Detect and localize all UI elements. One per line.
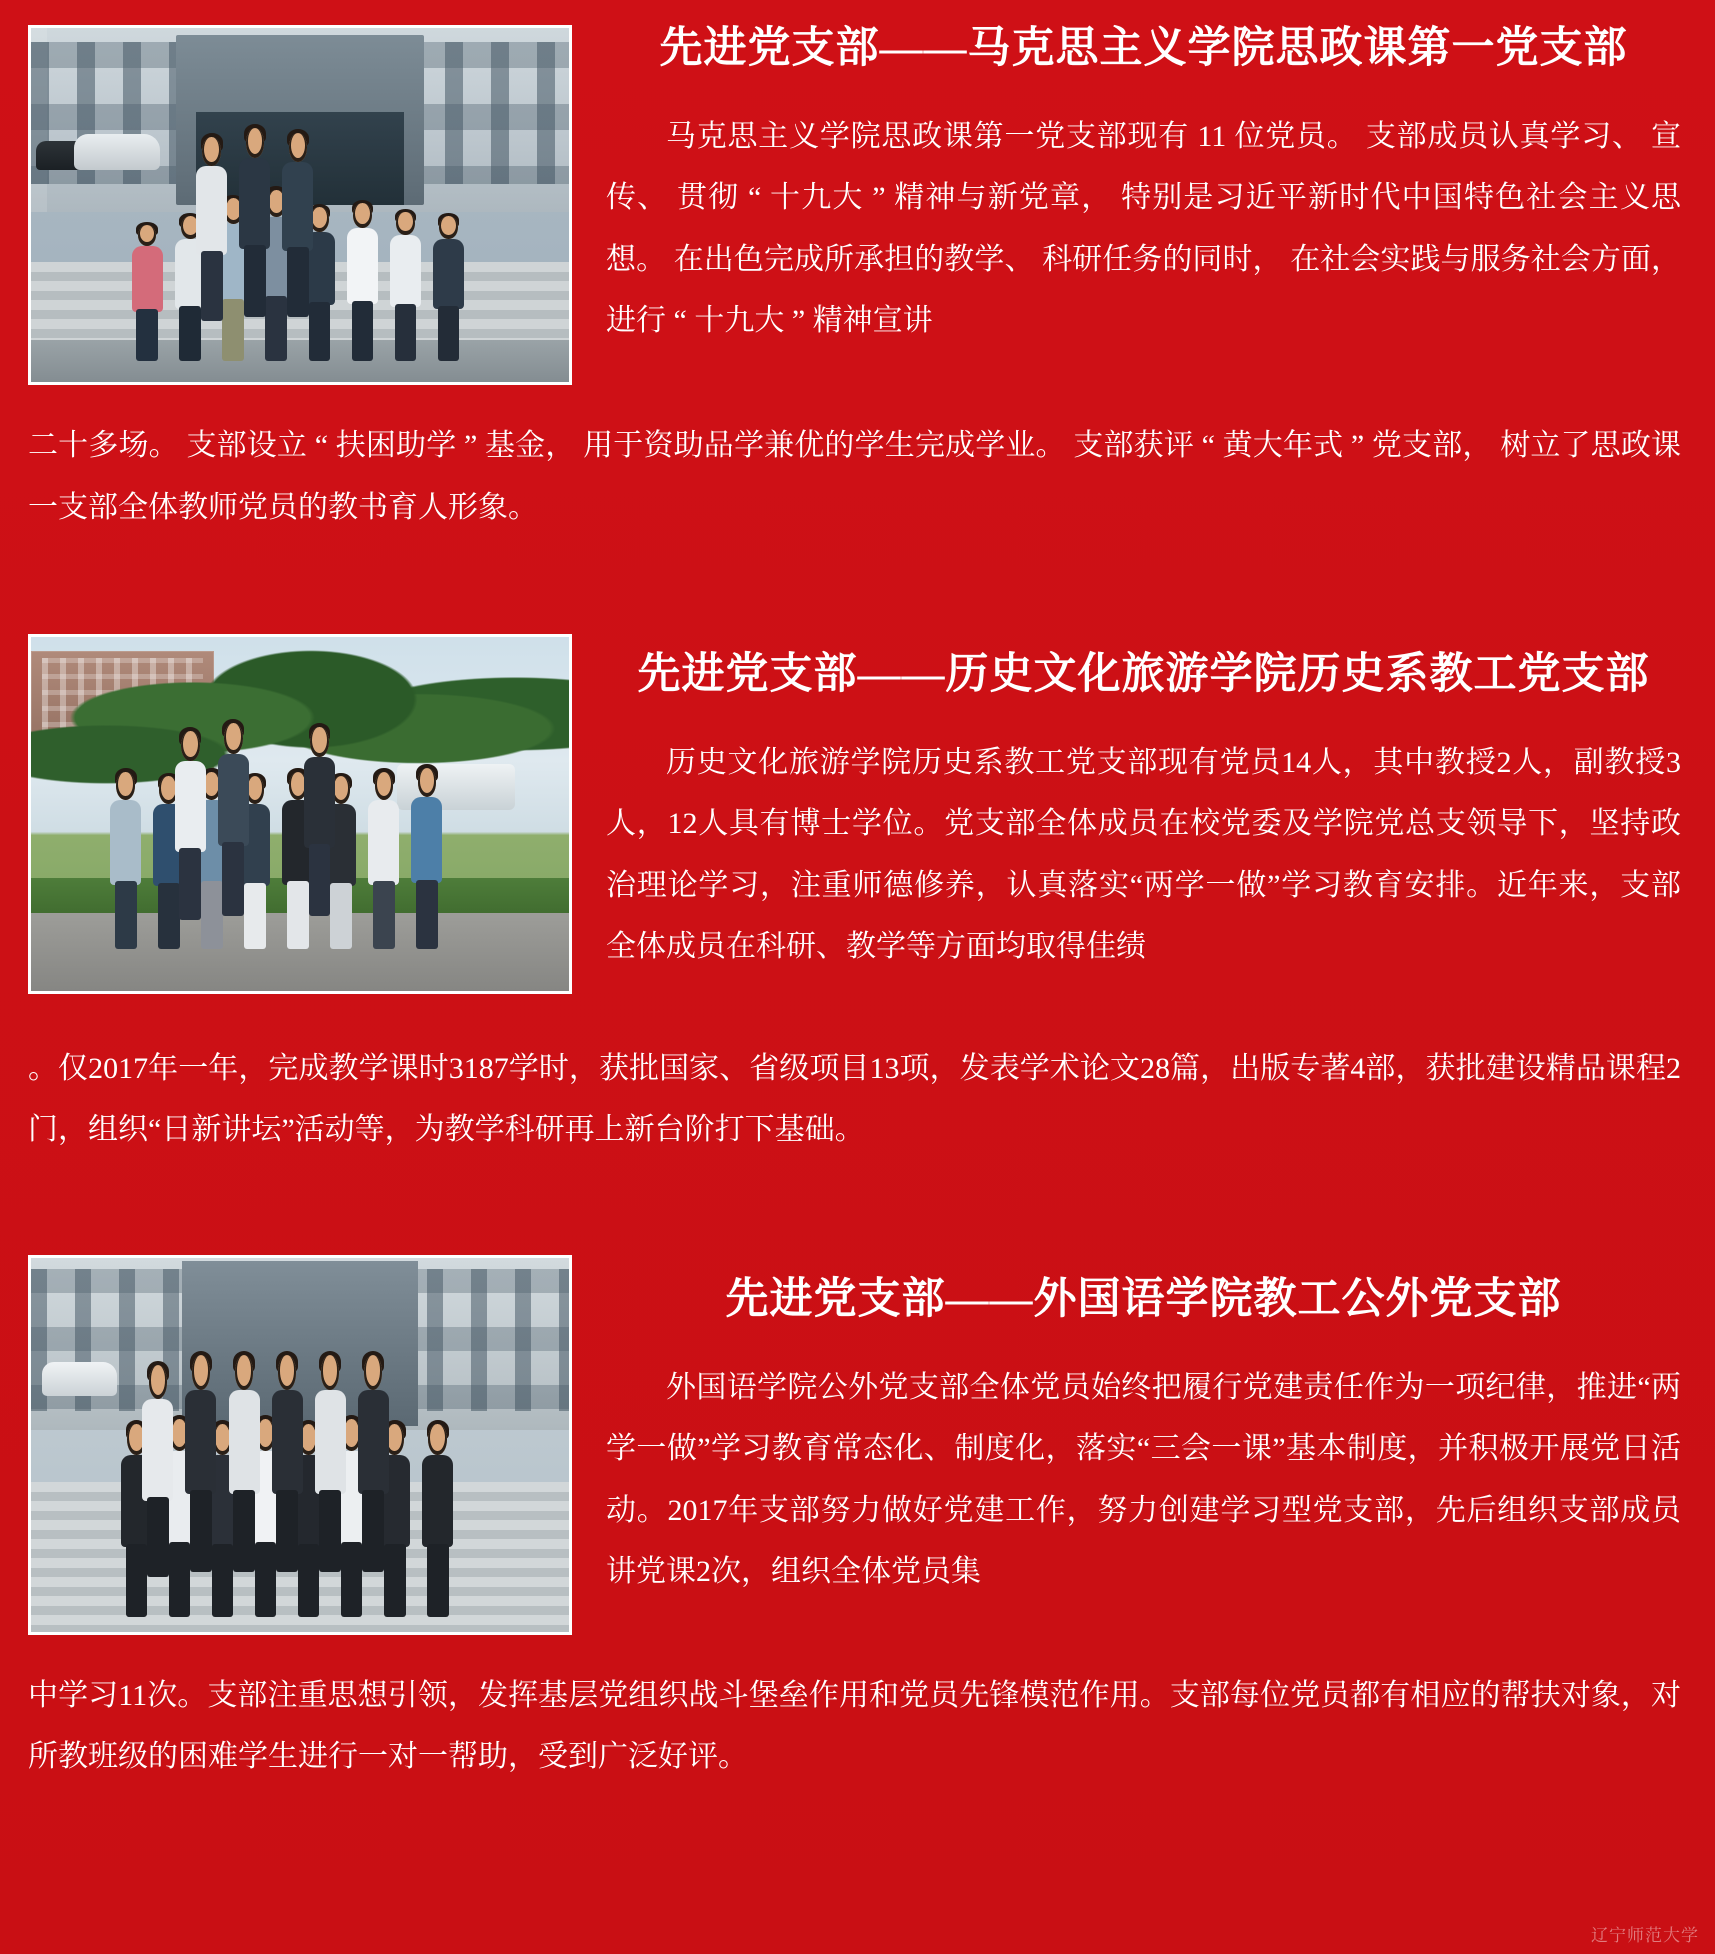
section-2-paragraph-right: 历史文化旅游学院历史系教工党支部现有党员14人，其中教授2人，副教授3人，12人具有博士学位。党支部全体成员在校党委及学院党总支领导下，坚持政治理论学习，注重师德修养，认真落实“两学一做”学习教育安排。近年来，支部全体成员在科研、教学等方面均取得佳绩 [606, 745, 1681, 964]
section-divider-2 [0, 1191, 1715, 1255]
section-3-text-column [572, 1255, 1715, 1633]
group-photo-marxism [28, 25, 572, 385]
section-1-text-column [572, 0, 1715, 382]
section-2-title: 先进党支部——历史文化旅游学院历史系教工党支部 [637, 651, 1650, 698]
section-1-paragraph-full: 二十多场。 支部设立 “ 扶困助学 ” 基金， 用于资助品学兼优的学生完成学业。 支部获评 “ 黄大年式 ” 党支部， 树立了思政课一支部全体教师党员的教书育人形象。 [28, 429, 1681, 524]
group-photo-history [28, 634, 572, 994]
watermark: 辽宁师范大学 [1591, 1926, 1699, 1945]
section-3-title: 先进党支部——外国语学院教工公外党支部 [725, 1275, 1562, 1323]
section-advanced-branch-marxism [0, 0, 1715, 538]
group-photo-foreign-languages [28, 1255, 572, 1635]
section-2-text-column [572, 634, 1715, 1008]
section-3-paragraph-full: 中学习11次。支部注重思想引领，发挥基层党组织战斗堡垒作用和党员先锋模范作用。支部每位党员都有相应的帮扶对象，对所教班级的困难学生进行一对一帮助，受到广泛好评。 [28, 1678, 1681, 1774]
section-divider-1 [0, 568, 1715, 634]
section-1-title: 先进党支部——马克思主义学院思政课第一党支部 [659, 25, 1628, 72]
section-2-paragraph-full: 。仅2017年一年，完成教学课时3187学时，获批国家、省级项目13项，发表学术论文28篇，出版专著4部，获批建设精品课程2门，组织“日新讲坛”活动等，为教学科研再上新台阶打下基础。 [28, 1051, 1681, 1147]
section-advanced-branch-foreign-languages [0, 1255, 1715, 1788]
section-1-paragraph-right: 马克思主义学院思政课第一党支部现有 11 位党员。 支部成员认真学习、 宣传、 贯彻 “ 十九大 ” 精神与新党章， 特别是习近平新时代中国特色社会主义思想。 在出色完成所承担的教学、 科研任务的同时， 在社会实践与服务社会方面， 进行 “ 十九大 ” 精神宣讲 [606, 119, 1681, 338]
section-3-paragraph-right: 外国语学院公外党支部全体党员始终把履行党建责任作为一项纪律，推进“两学一做”学习教育常态化、制度化，落实“三会一课”基本制度，并积极开展党日活动。2017年支部努力做好党建工作，努力创建学习型党支部，先后组织支部成员讲党课2次，组织全体党员集 [606, 1370, 1681, 1588]
section-advanced-branch-history [0, 634, 1715, 1161]
